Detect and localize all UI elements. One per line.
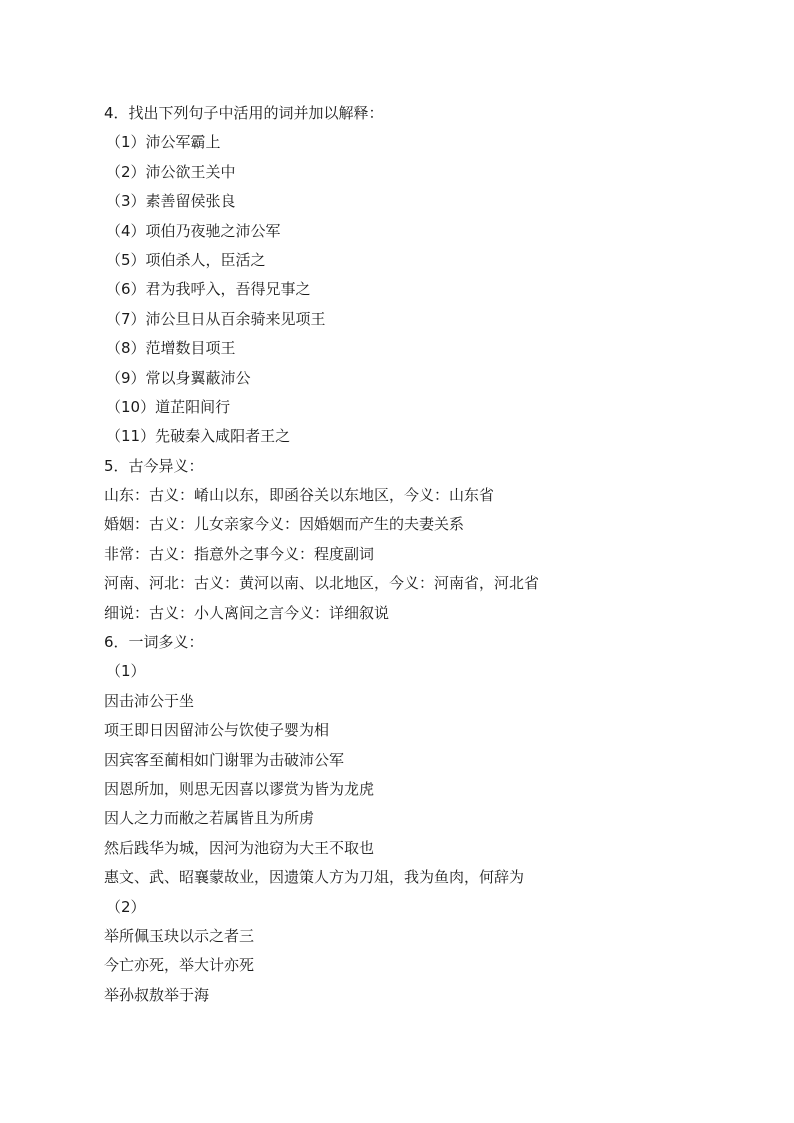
question-4-heading: 4．找出下列句子中活用的词并加以解释：: [104, 104, 384, 122]
list-item: 因击沛公于坐: [104, 691, 195, 710]
list-item: （4）项伯乃夜驰之沛公军: [106, 221, 281, 240]
list-item: 今亡亦死，举大计亦死: [104, 956, 255, 975]
list-item: （9）常以身翼蔽沛公: [106, 368, 251, 387]
list-item: （10）道芷阳间行: [106, 397, 231, 416]
list-item: 非常：古义：指意外之事今义：程度副词: [104, 544, 375, 563]
list-item: （3）素善留侯张良: [106, 192, 236, 211]
question-6-heading: 6．一词多义：: [104, 633, 204, 652]
list-item: （7）沛公旦日从百余骑来见项王: [106, 309, 326, 328]
list-item: 举孙叔敖举于海: [104, 985, 210, 1004]
question-5-heading: 5．古今异义：: [104, 456, 204, 475]
list-item: （5）项伯杀人，臣活之: [106, 250, 266, 269]
subsection-label: （1）: [106, 662, 146, 681]
list-item: 细说：古义：小人离间之言今义：详细叙说: [104, 603, 390, 622]
list-item: 然后践华为城，因河为池窃为大王不取也: [104, 838, 375, 857]
list-item: 婚姻：古义：儿女亲家今义：因婚姻而产生的夫妻关系: [104, 515, 465, 534]
subsection-label: （2）: [106, 897, 146, 916]
list-item: 因宾客至蔺相如门谢罪为击破沛公军: [104, 750, 345, 769]
list-item: 河南、河北：古义：黄河以南、以北地区，今义：河南省，河北省: [104, 574, 540, 593]
list-item: 举所佩玉玦以示之者三: [104, 926, 255, 945]
list-item: 山东：古义：崤山以东，即函谷关以东地区，今义：山东省: [104, 486, 495, 505]
list-item: （2）沛公欲王关中: [106, 162, 236, 181]
list-item: （6）君为我呼入，吾得兄事之: [106, 280, 311, 299]
list-item: （1）沛公军霸上: [106, 133, 221, 152]
list-item: （11）先破秦入咸阳者王之: [106, 427, 291, 446]
list-item: 项王即日因留沛公与饮使子婴为相: [104, 721, 330, 740]
document-body: [104, 99, 724, 1010]
list-item: （8）范增数目项王: [106, 339, 236, 358]
list-item: 因人之力而敝之若属皆且为所虏: [104, 809, 315, 828]
list-item: 惠文、武、昭襄蒙故业，因遗策人方为刀俎，我为鱼肉，何辞为: [104, 868, 525, 887]
list-item: 因恩所加，则思无因喜以谬赏为皆为龙虎: [104, 779, 375, 798]
